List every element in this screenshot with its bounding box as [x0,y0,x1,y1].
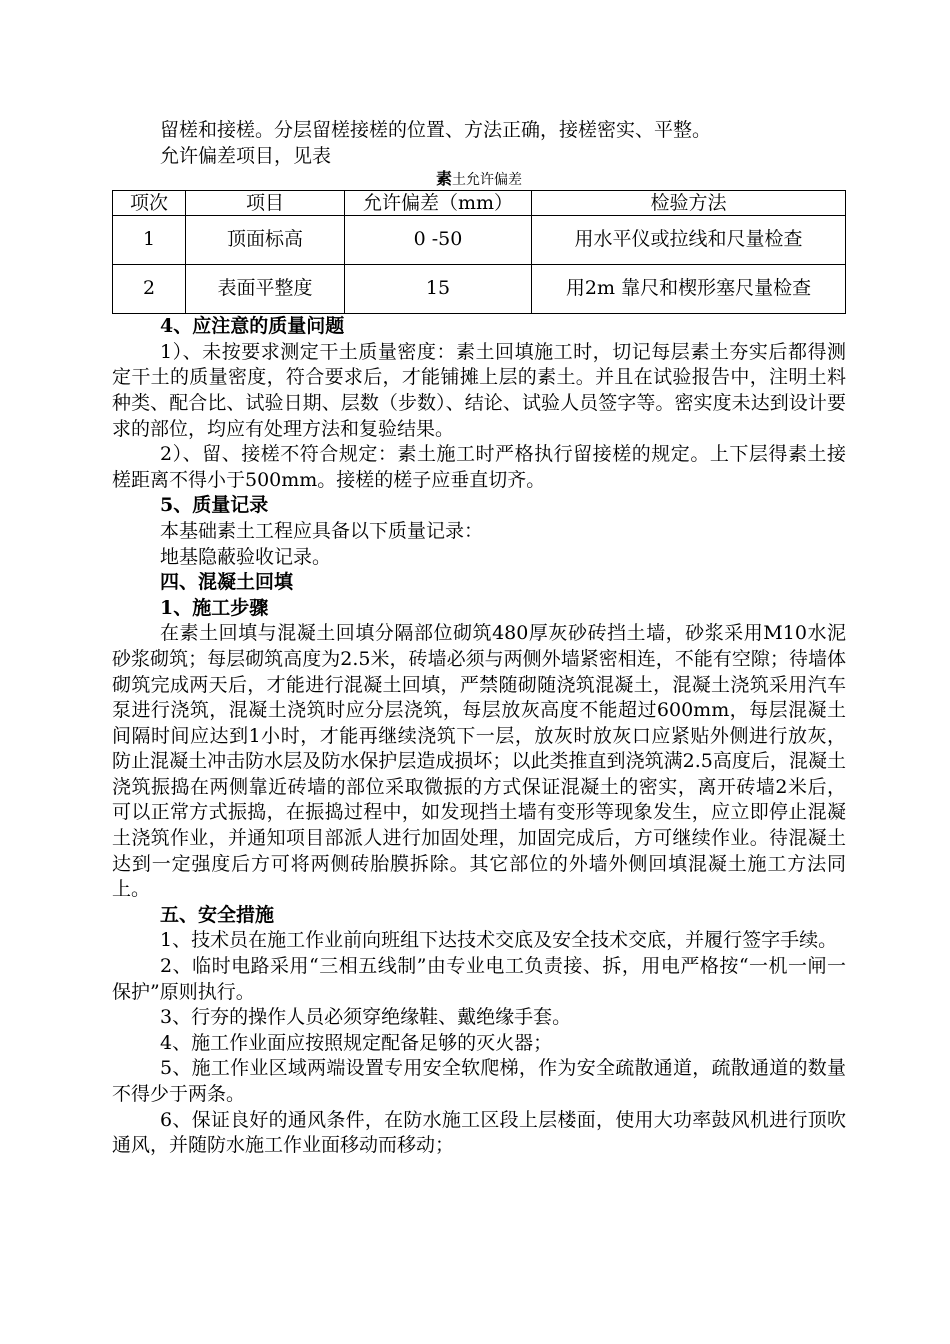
document-body [112,118,846,1159]
safety-item-3: 3、行夯的操作人员必须穿绝缘鞋、戴绝缘手套。 [160,1006,572,1029]
cell-tolerance: 0 -50 [345,216,532,265]
tolerance-table [112,190,846,314]
safety-item-6: 6、保证良好的通风条件，在防水施工区段上层楼面，使用大功率鼓风机进行顶吹通风，并随防水施工作业面移动而移动； [112,1108,846,1157]
section-5-heading: 5、质量记录 [160,494,269,517]
table-caption-rest: 土允许偏差 [452,172,522,189]
header-item: 项目 [186,191,345,216]
part-4-paragraph: 在素土回填与混凝土回填分隔部位砌筑480厚灰砂砖挡土墙，砂浆采用M10水泥砂浆砌筑；每层砌筑高度为2.5米，砖墙必须与两侧外墙紧密相连，不能有空隙；待墙体砌筑完成两天后，才能进行混凝土回填，严禁随砌随浇筑混凝土，混凝土浇筑采用汽车泵进行浇筑，混凝土浇筑时应分层浇筑，每层放灰高度不能超过600mm，每层混凝土间隔时间应达到1小时，才能再继续浇筑下一层，放灰时放灰口应紧贴外侧进行放灰，防止混凝土冲击防水层及防水保护层造成损坏；以此类推直到浇筑满2.5高度后，混凝土浇筑振捣在两侧靠近砖墙的部位采取微振的方式保证混凝土的密实，离开砖墙2米后，可以正常方式振捣，在振捣过程中，如发现挡土墙有变形等现象发生，应立即停止混凝土浇筑作业，并通知项目部派人进行加固处理，加固完成后，方可继续作业。待混凝土达到一定强度后方可将两侧砖胎膜拆除。其它部位的外墙外侧回填混凝土施工方法同上。 [112,622,846,901]
section-4-paragraph-1: 1）、未按要求测定干土质量密度：素土回填施工时，切记每层素土夯实后都得测定干土的质量密度，符合要求后，才能铺摊上层的素土。并且在试验报告中，注明土料种类、配合比、试验日期、层数（步数）、结论、试验人员签字等。密实度未达到设计要求的部位，均应有处理方法和复验结果。 [112,340,846,440]
safety-item-1: 1、技术员在施工作业前向班组下达技术交底及安全技术交底，并履行签字手续。 [160,929,838,952]
section-5-paragraph-2: 地基隐蔽验收记录。 [160,545,332,568]
header-tolerance: 允许偏差（mm） [345,191,532,216]
section-5-paragraph-1: 本基础素土工程应具备以下质量记录： [160,519,484,542]
table-header-row [113,191,846,216]
cell-tolerance: 15 [345,265,532,314]
cell-item: 表面平整度 [186,265,345,314]
table-caption [112,169,846,190]
section-4-heading: 4、应注意的质量问题 [160,315,345,338]
header-method: 检验方法 [532,191,846,216]
safety-item-4: 4、施工作业面应按照规定配备足够的灭火器； [160,1031,553,1054]
intro-line-2: 允许偏差项目，见表 [160,144,332,167]
cell-method: 用水平仪或拉线和尺量检查 [532,216,846,265]
cell-index: 2 [113,265,186,314]
intro-line-1: 留槎和接槎。分层留槎接槎的位置、方法正确，接槎密实、平整。 [160,119,712,141]
cell-index: 1 [113,216,186,265]
section-4-paragraph-2: 2）、留、接槎不符合规定：素土施工时严格执行留接槎的规定。上下层得素土接槎距离不得小于500mm。接槎的槎子应垂直切齐。 [112,443,846,491]
safety-item-2: 2、临时电路采用“三相五线制”由专业电工负责接、拆，用电严格按“一机一闸一保护”原则执行。 [112,955,846,1003]
safety-item-5: 5、施工作业区域两端设置专用安全软爬梯，作为安全疏散通道，疏散通道的数量不得少于两条。 [112,1057,846,1105]
part-4-heading: 四、混凝土回填 [160,571,294,594]
table-row [113,265,846,314]
header-index: 项次 [113,191,186,216]
part-4-subheading: 1、施工步骤 [160,596,269,619]
table-row [113,216,846,265]
part-5-heading: 五、安全措施 [160,903,275,926]
cell-item: 顶面标高 [186,216,345,265]
table-caption-bold: 素 [435,169,452,189]
cell-method: 用2m 靠尺和楔形塞尺量检查 [532,265,846,314]
